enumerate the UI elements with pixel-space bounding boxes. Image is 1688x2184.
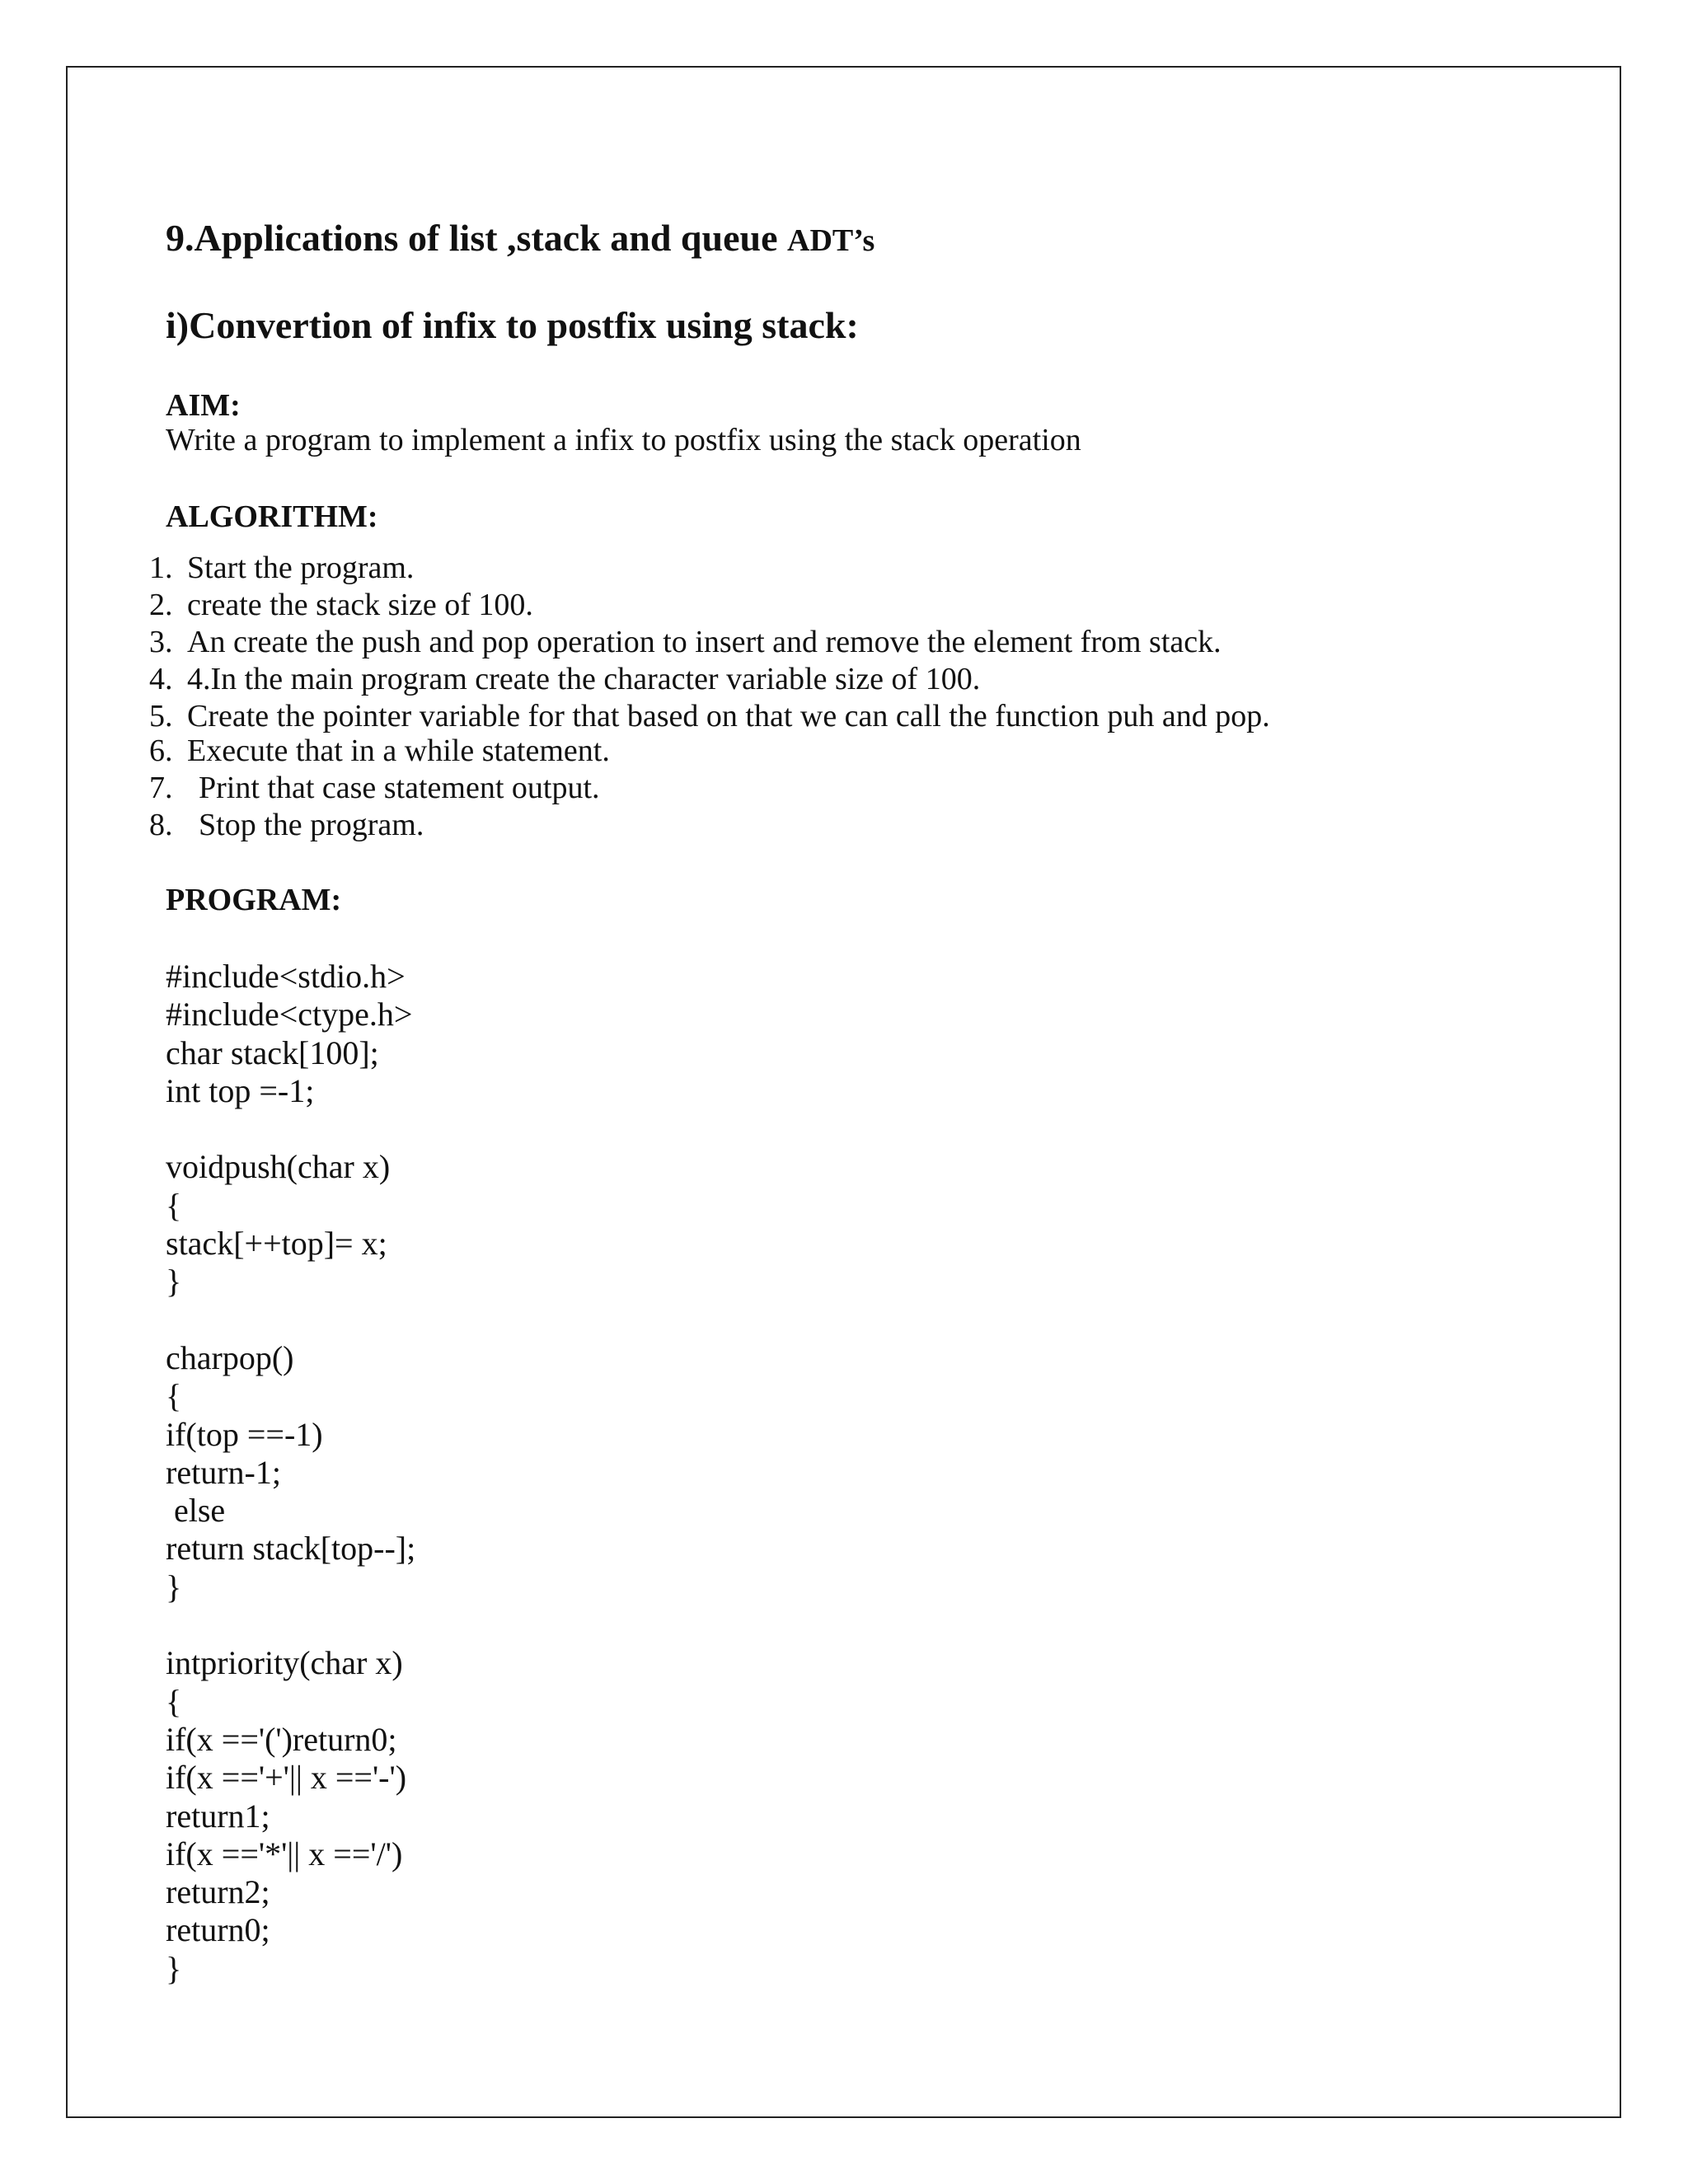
program-label: PROGRAM: bbox=[166, 883, 342, 917]
subsection-title: i)Convertion of infix to postfix using stack: bbox=[166, 304, 859, 346]
aim-text: Write a program to implement a infix to postfix using the stack operation bbox=[166, 423, 1081, 457]
algorithm-steps bbox=[149, 550, 1270, 844]
algorithm-step: 8. Stop the program. bbox=[149, 808, 424, 842]
algorithm-step: 1. Start the program. bbox=[149, 551, 415, 585]
algorithm-step: 2. create the stack size of 100. bbox=[149, 588, 533, 622]
algorithm-step: 7. Print that case statement output. bbox=[149, 771, 600, 805]
section-title bbox=[166, 216, 874, 260]
section-title-suffix: ADT’s bbox=[787, 223, 875, 258]
algorithm-step: 5. Create the pointer variable for that based on that we can call the function puh and pop. bbox=[149, 699, 1270, 733]
program-code: #include<stdio.h> #include<ctype.h> char stack[100]; int top =-1; voidpush(char x) { stack[++top]= x; } charpop() { if(top ==-1) return-1; else return stack[top--]; } intpriority(char x) { if(x =='(')return0; if(x =='+'|| x =='-') return1; if(x =='*'|| x =='/') return2; return0; } bbox=[166, 958, 416, 1987]
algorithm-step: 6. Execute that in a while statement. bbox=[149, 733, 610, 768]
algorithm-step: 3. An create the push and pop operation to insert and remove the element from stack. bbox=[149, 625, 1221, 659]
section-title-main: 9.Applications of list ,stack and queue bbox=[166, 217, 778, 259]
aim-label: AIM: bbox=[166, 388, 241, 423]
algorithm-step: 4. 4.In the main program create the character variable size of 100. bbox=[149, 662, 981, 696]
algorithm-label: ALGORITHM: bbox=[166, 499, 378, 534]
